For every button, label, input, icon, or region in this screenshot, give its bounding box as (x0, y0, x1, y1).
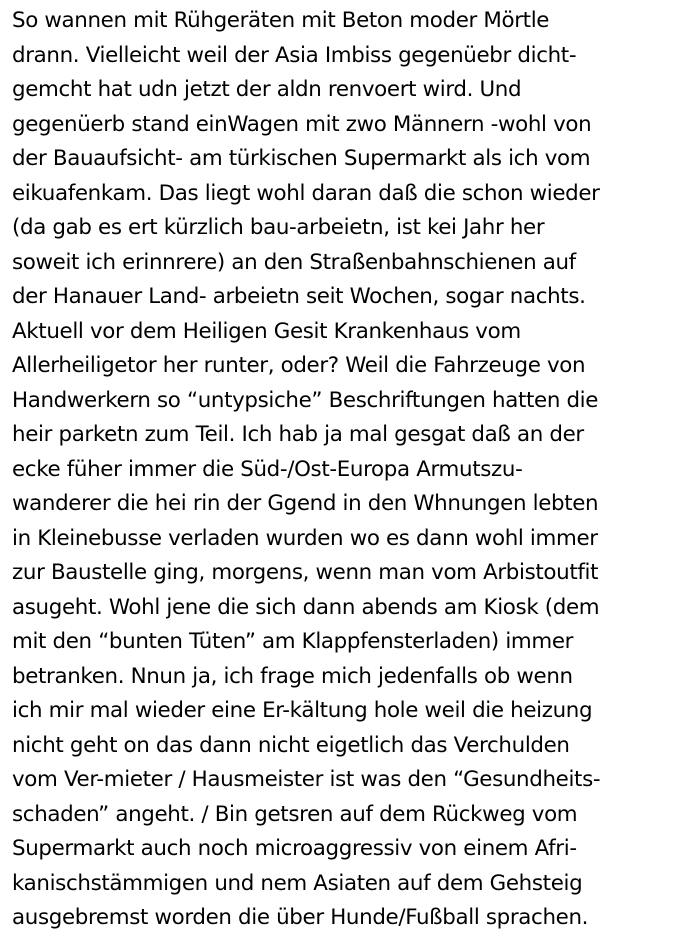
text-line: drann. Vielleicht weil der Asia Imbiss gegenüebr dicht- (12, 42, 577, 68)
text-line: soweit ich erinnrere) an den Straßenbahnschienen auf (12, 249, 576, 275)
text-line: der Hanauer Land- arbeietn seit Wochen, sogar nachts. (12, 284, 586, 309)
text-line: Allerheiligetor her runter, oder? Weil die Fahrzeuge von (12, 353, 586, 378)
text-line: ecke füher immer die Süd-/Ost-Europa Armutszu- (12, 456, 523, 482)
text-line: wanderer die hei rin der Ggend in den Whnungen lebten (12, 491, 599, 516)
text-line: in Kleinebusse verladen wurden wo es dann wohl immer (12, 525, 598, 551)
text-line: ich mir mal wieder eine Er-kältung hole weil die heizung (12, 698, 593, 723)
text-line: kanischstämmigen und nem Asiaten auf dem Gehsteig (12, 870, 583, 896)
text-line: ausgebremst worden die über Hunde/Fußball sprachen. (12, 905, 589, 930)
text-line: der Bauaufsicht- am türkischen Supermarkt als ich vom (12, 146, 591, 171)
text-line: eikuafenkam. Das liegt wohl daran daß die schon wieder (12, 180, 600, 206)
text-line: nicht geht on das dann nicht eigetlich das Verchulden (12, 732, 570, 758)
text-line: vom Ver-mieter / Hausmeister ist was den “Gesundheits- (12, 767, 601, 792)
text-line: (da gab es ert kürzlich bau-arbeietn, ist kei Jahr her (12, 215, 545, 240)
text-line: gegenüerb stand einWagen mit zwo Männern -wohl von (12, 111, 592, 137)
text-line: Aktuell vor dem Heiligen Gesit Krankenhaus vom (12, 318, 521, 344)
text-line: gemcht hat udn jetzt der aldn renvoert wird. Und (12, 77, 522, 102)
text-line: Handwerkern so “untypsiche” Beschriftungen hatten die (12, 387, 599, 413)
text-line: So wannen mit Rühgeräten mit Beton moder Mörtle (12, 8, 550, 33)
text-line: Supermarkt auch noch microaggressiv von einem Afri- (12, 836, 577, 861)
text-line: zur Baustelle ging, morgens, wenn man vom Arbistoutfit (12, 560, 599, 585)
text-line: schaden” angeht. / Bin getsren auf dem Rückweg vom (12, 801, 578, 827)
text-line: betranken. Nnun ja, ich frage mich jedenfalls ob wenn (12, 663, 573, 689)
text-line: heir parketn zum Teil. Ich hab ja mal gesgat daß an der (12, 422, 584, 447)
body-text (12, 4, 680, 936)
text-line: mit den “bunten Tüten” am Klappfensterladen) immer (12, 629, 574, 654)
text-line: asugeht. Wohl jene die sich dann abends am Kiosk (dem (12, 594, 600, 620)
